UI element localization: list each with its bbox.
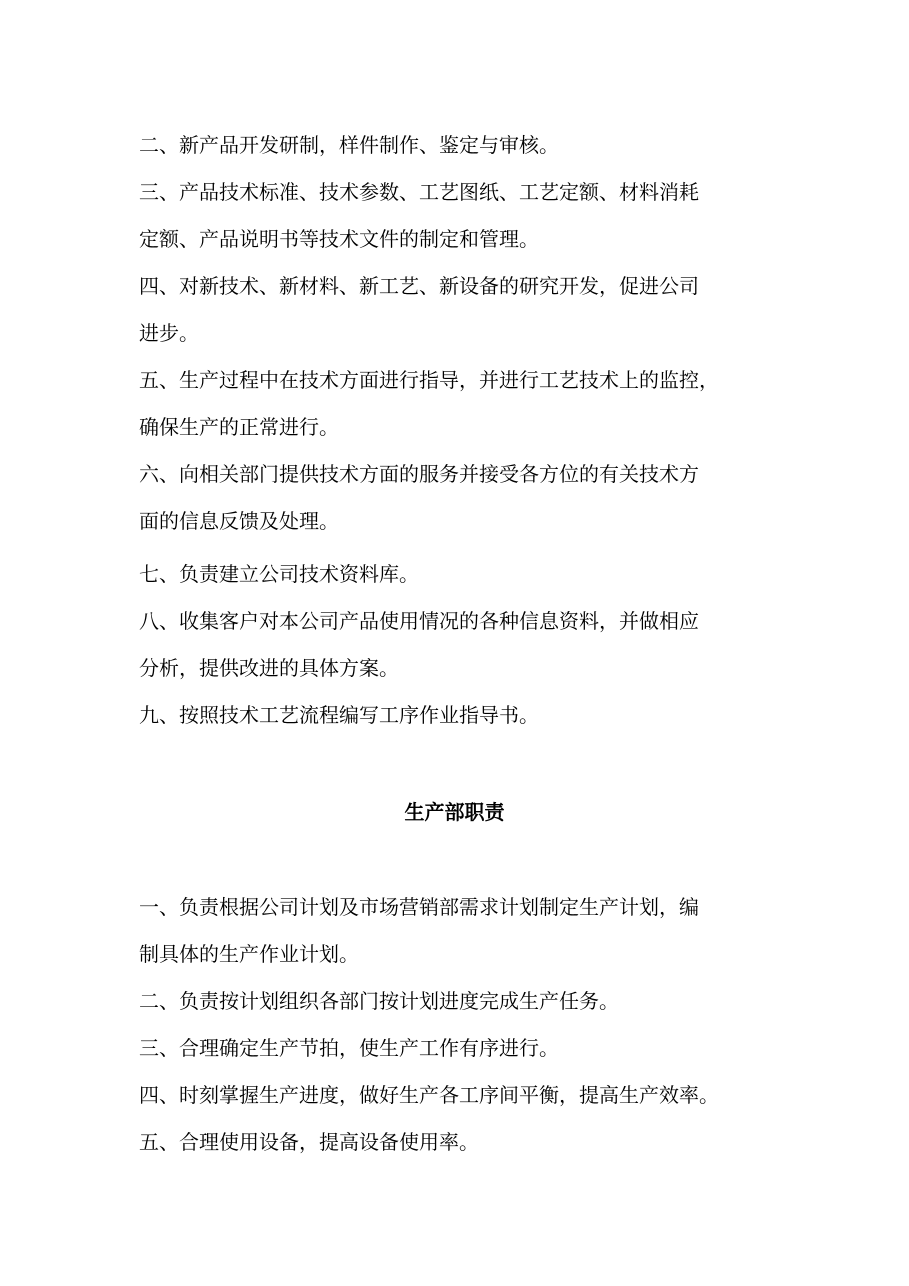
- paragraph-item-7: 七、负责建立公司技术资料库。: [139, 562, 419, 586]
- production-item-2: 二、负责按计划组织各部门按计划进度完成生产任务。: [139, 989, 619, 1013]
- production-item-5: 五、合理使用设备，提高设备使用率。: [139, 1130, 479, 1154]
- paragraph-item-3: 三、产品技术标准、技术参数、工艺图纸、工艺定额、材料消耗 定额、产品说明书等技术文件的制定和管理。: [139, 180, 699, 251]
- production-item-1: 一、负责根据公司计划及市场营销部需求计划制定生产计划，编 制具体的生产作业计划。: [139, 895, 699, 966]
- paragraph-item-8: 八、收集客户对本公司产品使用情况的各种信息资料，并做相应 分析，提供改进的具体方案。: [139, 609, 699, 680]
- section-heading: 生产部职责: [404, 800, 505, 824]
- paragraph-item-2: 二、新产品开发研制，样件制作、鉴定与审核。: [139, 133, 559, 157]
- paragraph-item-6: 六、向相关部门提供技术方面的服务并接受各方位的有关技术方 面的信息反馈及处理。: [139, 462, 699, 533]
- paragraph-item-4: 四、对新技术、新材料、新工艺、新设备的研究开发，促进公司 进步。: [139, 274, 699, 345]
- production-item-3: 三、合理确定生产节拍，使生产工作有序进行。: [139, 1036, 559, 1060]
- paragraph-item-5: 五、生产过程中在技术方面进行指导，并进行工艺技术上的监控， 确保生产的正常进行。: [139, 368, 719, 439]
- paragraph-item-9: 九、按照技术工艺流程编写工序作业指导书。: [139, 703, 539, 727]
- production-item-4: 四、时刻掌握生产进度，做好生产各工序间平衡，提高生产效率。: [139, 1083, 719, 1107]
